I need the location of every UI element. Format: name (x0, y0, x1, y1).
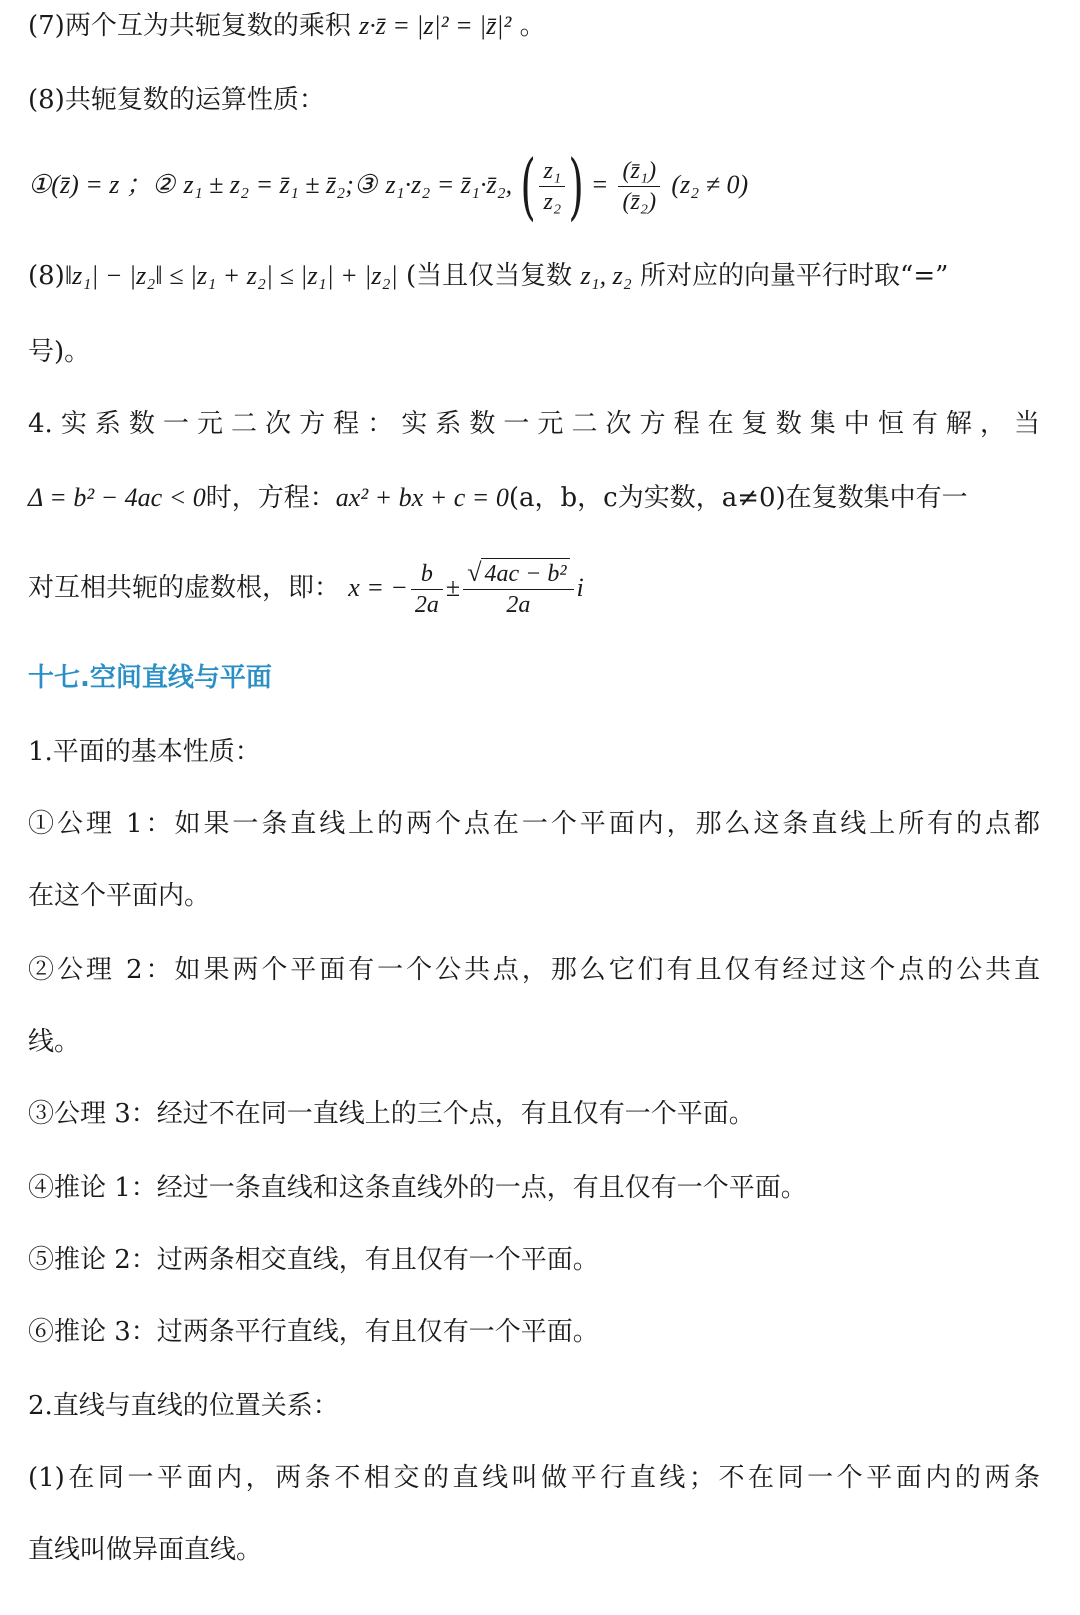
formula-conjugate-product: z·z̄ = |z|² = |z̄|² (359, 11, 512, 40)
axiom-2-continuation: 线。 (28, 1027, 81, 1057)
formula-triangle-inequality: ‖z₁| − |z₂‖ ≤ |z₁ + z₂| ≤ |z₁| + |z₂| (64, 261, 398, 290)
corollary-2: ⑤推论 2：过两条相交直线，有且仅有一个平面。 (28, 1245, 599, 1275)
quadratic-equation-intro: 4.实系数一元二次方程：实系数一元二次方程在复数集中恒有解，当 (28, 409, 1040, 439)
axiom-3: ③公理 3：经过不在同一直线上的三个点，有且仅有一个平面。 (28, 1099, 755, 1129)
axiom-2: ②公理 2：如果两个平面有一个公共点，那么它们有且仅有经过这个点的公共直 (28, 955, 1040, 985)
parallel-and-skew-lines-continuation: 直线叫做异面直线。 (28, 1535, 263, 1565)
conjugate-properties-formulas: ①(z̄̄) = z ；② z₁ ± z₂ = z̄₁ ± z̄₂;③ z₁·z₂ = z̄₁·z̄₂, ( $\frac{\text{z₁}}{\text{z₂}}$ ) = $\frac{\text{(z̄₁)}}{\text{(z̄₂)}}$ (z₂ ≠ 0) (28, 144, 749, 228)
formula-quadratic: ax² + bx + c = 0 (335, 483, 509, 512)
corollary-3: ⑥推论 3：过两条平行直线，有且仅有一个平面。 (28, 1317, 599, 1347)
line-positions-title: 2.直线与直线的位置关系： (28, 1391, 339, 1421)
radical-sign: √ (467, 558, 482, 587)
parallel-and-skew-lines: (1)在同一平面内，两条不相交的直线叫做平行直线；不在同一个平面内的两条 (28, 1463, 1040, 1493)
triangle-inequality-line: (8)‖z₁| − |z₂‖ ≤ |z₁ + z₂| ≤ |z₁| + |z₂| (当且仅当复数 z₁, z₂ 所对应的向量平行时取“=” (28, 261, 949, 291)
condition-z2-nonzero: (z₂ ≠ 0) (671, 170, 749, 199)
complex-roots-line: 对互相共轭的虚数根，即： x = − $\frac{b}{2a}$ ± $\frac{\text{√ 4ac − b²}}{2a}$ i (28, 558, 584, 618)
corollary-1: ④推论 1：经过一条直线和这条直线外的一点，有且仅有一个平面。 (28, 1173, 807, 1203)
axiom-1: ①公理 1：如果一条直线上的两个点在一个平面内，那么这条直线上所有的点都 (28, 809, 1040, 839)
item-7-conjugate-product: (7)两个互为共轭复数的乘积 z·z̄ = |z|² = |z̄|² 。 (28, 11, 546, 41)
item-8-title: (8)共轭复数的运算性质： (28, 85, 325, 115)
fraction-sqrt-over-2a: $\frac{\text{√ 4ac − b²}}{2a}$ (463, 558, 573, 620)
formula-double-conjugate: ①(z̄̄) = z ；② (28, 170, 176, 199)
formula-sum-conjugate: z₁ ± z₂ = z̄₁ ± z̄₂;③ (183, 170, 378, 199)
section-heading-17: 十七.空间直线与平面 (28, 663, 272, 693)
fraction-z1-over-z2: $\frac{\text{z₁}}{\text{z₂}}$ (539, 156, 565, 217)
axiom-1-continuation: 在这个平面内。 (28, 881, 211, 911)
quadratic-equation-condition: Δ = b² − 4ac < 0时，方程：ax² + bx + c = 0(a，b，c为实数，a≠0)在复数集中有一 (28, 483, 968, 513)
triangle-inequality-continuation: 号)。 (28, 337, 91, 367)
formula-discriminant: Δ = b² − 4ac < 0 (28, 483, 206, 512)
plane-basic-properties-title: 1.平面的基本性质： (28, 737, 261, 767)
formula-product-conjugate: z₁·z₂ = z̄₁·z̄₂, (385, 170, 513, 199)
fraction-b-over-2a: $\frac{b}{2a}$ (411, 559, 443, 620)
fraction-conj-z1-over-conj-z2: $\frac{\text{(z̄₁)}}{\text{(z̄₂)}}$ (618, 156, 660, 217)
